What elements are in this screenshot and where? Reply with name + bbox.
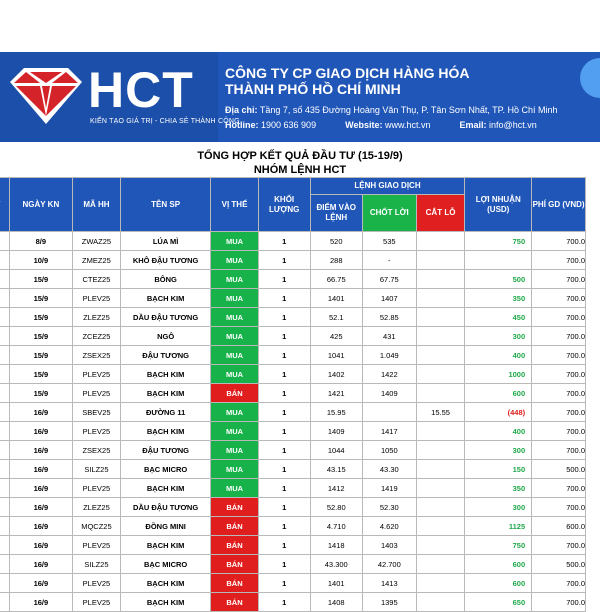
fee-cell: 700.0	[532, 346, 586, 365]
product-cell: BẠCH KIM	[120, 384, 211, 403]
table-row	[0, 460, 586, 479]
position-cell: BÁN	[211, 536, 258, 555]
code-cell: SBEV25	[73, 403, 121, 422]
table-row	[0, 441, 586, 460]
hotline-label: Hotline:	[225, 120, 259, 130]
position-cell: BÁN	[211, 574, 258, 593]
row-index-cell	[0, 441, 9, 460]
row-index-cell	[0, 593, 9, 612]
take-profit-cell: 1050	[362, 441, 416, 460]
entry-cell: 1418	[310, 536, 362, 555]
profit-cell: (448)	[465, 403, 532, 422]
code-cell: ZWAZ25	[73, 232, 121, 251]
stop-loss-cell	[416, 460, 465, 479]
product-cell: DẦU ĐẬU TƯƠNG	[120, 498, 211, 517]
position-cell: BÁN	[211, 498, 258, 517]
code-cell: PLEV25	[73, 422, 121, 441]
product-cell: DẦU ĐẬU TƯƠNG	[120, 308, 211, 327]
fee-cell: 700.0	[532, 403, 586, 422]
table-row	[0, 289, 586, 308]
position-cell: BÁN	[211, 384, 258, 403]
row-index-cell	[0, 270, 9, 289]
code-cell: ZLEZ25	[73, 498, 121, 517]
logo-wordmark: HCT	[88, 62, 194, 118]
table-row	[0, 479, 586, 498]
position-cell: MUA	[211, 251, 258, 270]
take-profit-cell	[362, 403, 416, 422]
position-cell: MUA	[211, 460, 258, 479]
profit-cell: 650	[465, 593, 532, 612]
code-cell: PLEV25	[73, 574, 121, 593]
take-profit-cell: 535	[362, 232, 416, 251]
stop-loss-cell	[416, 479, 465, 498]
entry-cell: 520	[310, 232, 362, 251]
fee-cell: 700.0	[532, 593, 586, 612]
code-cell: PLEV25	[73, 289, 121, 308]
stop-loss-cell	[416, 251, 465, 270]
entry-cell: 1044	[310, 441, 362, 460]
product-cell: ĐỒNG MINI	[120, 517, 211, 536]
row-index-cell	[0, 308, 9, 327]
profit-cell: 750	[465, 232, 532, 251]
profit-cell: 600	[465, 555, 532, 574]
table-row	[0, 270, 586, 289]
profit-cell: 300	[465, 441, 532, 460]
report-title: TỔNG HỢP KẾT QUẢ ĐẦU TƯ (15-19/9)	[197, 150, 403, 162]
row-index-cell	[0, 574, 9, 593]
volume-cell: 1	[258, 308, 310, 327]
entry-cell: 66.75	[310, 270, 362, 289]
entry-cell: 43.15	[310, 460, 362, 479]
product-cell: BẠCH KIM	[120, 422, 211, 441]
row-index-cell	[0, 232, 9, 251]
entry-cell: 52.1	[310, 308, 362, 327]
date-cell: 15/9	[9, 346, 72, 365]
product-cell: BẠC MICRO	[120, 460, 211, 479]
position-cell: MUA	[211, 365, 258, 384]
date-cell: 16/9	[9, 574, 72, 593]
take-profit-cell: 1409	[362, 384, 416, 403]
entry-cell: 43.300	[310, 555, 362, 574]
hotline-value: 1900 636 909	[261, 120, 317, 130]
profit-cell: 350	[465, 289, 532, 308]
address-label: Địa chỉ:	[225, 105, 258, 115]
volume-cell: 1	[258, 422, 310, 441]
take-profit-cell: 52.30	[362, 498, 416, 517]
take-profit-cell: 1.049	[362, 346, 416, 365]
code-cell: PLEV25	[73, 365, 121, 384]
take-profit-cell: 52.85	[362, 308, 416, 327]
table-row	[0, 536, 586, 555]
product-cell: ĐƯỜNG 11	[120, 403, 211, 422]
product-cell: BẠCH KIM	[120, 479, 211, 498]
volume-cell: 1	[258, 498, 310, 517]
header-orders-group: LỆNH GIAO DỊCH	[310, 178, 465, 195]
table-row	[0, 593, 586, 612]
company-name	[225, 65, 470, 97]
position-cell: MUA	[211, 479, 258, 498]
take-profit-cell: 4.620	[362, 517, 416, 536]
address-line	[225, 105, 558, 115]
take-profit-cell: 1413	[362, 574, 416, 593]
date-cell: 16/9	[9, 479, 72, 498]
table-body	[0, 232, 586, 612]
company-banner	[0, 52, 600, 142]
product-cell: BÔNG	[120, 270, 211, 289]
fee-cell: 700.0	[532, 536, 586, 555]
stop-loss-cell	[416, 327, 465, 346]
profit-cell: 150	[465, 460, 532, 479]
volume-cell: 1	[258, 593, 310, 612]
volume-cell: 1	[258, 232, 310, 251]
stop-loss-cell	[416, 517, 465, 536]
header-code: MÃ HH	[73, 178, 121, 232]
header-entry: ĐIỂM VÀO LỆNH	[310, 195, 362, 232]
take-profit-cell: -	[362, 251, 416, 270]
product-cell: ĐẬU TƯƠNG	[120, 441, 211, 460]
fee-cell: 700.0	[532, 574, 586, 593]
row-index-cell	[0, 555, 9, 574]
table-row	[0, 384, 586, 403]
product-cell: KHÔ ĐẬU TƯƠNG	[120, 251, 211, 270]
stop-loss-cell: 15.55	[416, 403, 465, 422]
company-slogan: KIẾN TẠO GIÁ TRỊ - CHIA SẺ THÀNH CÔNG	[90, 118, 240, 125]
website-link[interactable]: www.hct.vn	[384, 120, 431, 130]
volume-cell: 1	[258, 441, 310, 460]
take-profit-cell: 1395	[362, 593, 416, 612]
position-cell: MUA	[211, 346, 258, 365]
stop-loss-cell	[416, 498, 465, 517]
code-cell: PLEV25	[73, 593, 121, 612]
product-cell: BẠCH KIM	[120, 289, 211, 308]
table-row	[0, 232, 586, 251]
table-row	[0, 327, 586, 346]
code-cell: SILZ25	[73, 555, 121, 574]
decorative-shape	[580, 58, 600, 98]
volume-cell: 1	[258, 251, 310, 270]
contact-line	[225, 120, 537, 130]
stop-loss-cell	[416, 441, 465, 460]
date-cell: 16/9	[9, 422, 72, 441]
product-cell: BẠCH KIM	[120, 593, 211, 612]
entry-cell: 52.80	[310, 498, 362, 517]
fee-cell: 700.0	[532, 384, 586, 403]
profit-cell: 300	[465, 498, 532, 517]
position-cell: MUA	[211, 270, 258, 289]
code-cell: PLEV25	[73, 479, 121, 498]
profit-cell: 600	[465, 384, 532, 403]
email-label: Email:	[459, 120, 487, 130]
product-cell: BẠCH KIM	[120, 536, 211, 555]
row-index-cell	[0, 251, 9, 270]
table-row	[0, 365, 586, 384]
profit-cell: 350	[465, 479, 532, 498]
row-index-cell	[0, 479, 9, 498]
profit-cell: 500	[465, 270, 532, 289]
profit-cell: 300	[465, 327, 532, 346]
volume-cell: 1	[258, 289, 310, 308]
date-cell: 8/9	[9, 232, 72, 251]
product-cell: BẠCH KIM	[120, 365, 211, 384]
row-index-cell	[0, 327, 9, 346]
profit-cell	[465, 251, 532, 270]
date-cell: 16/9	[9, 536, 72, 555]
address-value: Tầng 7, số 435 Đường Hoàng Văn Thụ, P. Tân Sơn Nhất, TP. Hồ Chí Minh	[259, 105, 558, 115]
row-index-cell	[0, 346, 9, 365]
code-cell: ZSEX25	[73, 346, 121, 365]
header-profit: LỢI NHUẬN (USD)	[465, 178, 532, 232]
volume-cell: 1	[258, 365, 310, 384]
table-row	[0, 403, 586, 422]
table-row	[0, 346, 586, 365]
profit-cell: 450	[465, 308, 532, 327]
profit-cell: 1000	[465, 365, 532, 384]
row-index-cell	[0, 403, 9, 422]
header-stop-loss: CẮT LỖ	[416, 195, 465, 232]
company-name-line2: THÀNH PHỐ HỒ CHÍ MINH	[225, 81, 401, 97]
date-cell: 15/9	[9, 384, 72, 403]
entry-cell: 1421	[310, 384, 362, 403]
fee-cell: 700.0	[532, 327, 586, 346]
volume-cell: 1	[258, 536, 310, 555]
volume-cell: 1	[258, 346, 310, 365]
header-take-profit: CHỐT LỜI	[362, 195, 416, 232]
diamond-logo-icon	[10, 68, 82, 124]
code-cell: MQCZ25	[73, 517, 121, 536]
stop-loss-cell	[416, 308, 465, 327]
code-cell: PLEV25	[73, 384, 121, 403]
position-cell: BÁN	[211, 555, 258, 574]
entry-cell: 1401	[310, 289, 362, 308]
stop-loss-cell	[416, 384, 465, 403]
stop-loss-cell	[416, 365, 465, 384]
table-row	[0, 308, 586, 327]
table-header-row	[0, 178, 586, 195]
header-position: VỊ THẾ	[211, 178, 258, 232]
position-cell: MUA	[211, 232, 258, 251]
table-row	[0, 517, 586, 536]
header-stt	[0, 178, 9, 232]
entry-cell: 1041	[310, 346, 362, 365]
volume-cell: 1	[258, 327, 310, 346]
position-cell: MUA	[211, 327, 258, 346]
date-cell: 15/9	[9, 289, 72, 308]
take-profit-cell: 1422	[362, 365, 416, 384]
profit-cell: 1125	[465, 517, 532, 536]
row-index-cell	[0, 422, 9, 441]
take-profit-cell: 1407	[362, 289, 416, 308]
code-cell: PLEV25	[73, 536, 121, 555]
date-cell: 16/9	[9, 441, 72, 460]
row-index-cell	[0, 384, 9, 403]
volume-cell: 1	[258, 403, 310, 422]
row-index-cell	[0, 517, 9, 536]
position-cell: BÁN	[211, 593, 258, 612]
fee-cell: 700.0	[532, 422, 586, 441]
product-cell: BẠC MICRO	[120, 555, 211, 574]
product-cell: NGÔ	[120, 327, 211, 346]
volume-cell: 1	[258, 460, 310, 479]
entry-cell: 425	[310, 327, 362, 346]
take-profit-cell: 1403	[362, 536, 416, 555]
date-cell: 16/9	[9, 555, 72, 574]
logo-area	[0, 52, 240, 142]
position-cell: MUA	[211, 403, 258, 422]
entry-cell: 15.95	[310, 403, 362, 422]
product-cell: BẠCH KIM	[120, 574, 211, 593]
position-cell: BÁN	[211, 517, 258, 536]
header-product: TÊN SP	[120, 178, 211, 232]
date-cell: 16/9	[9, 403, 72, 422]
fee-cell: 700.0	[532, 365, 586, 384]
take-profit-cell: 1419	[362, 479, 416, 498]
take-profit-cell: 67.75	[362, 270, 416, 289]
results-table	[0, 177, 586, 612]
volume-cell: 1	[258, 479, 310, 498]
code-cell: CTEZ25	[73, 270, 121, 289]
position-cell: MUA	[211, 308, 258, 327]
date-cell: 16/9	[9, 593, 72, 612]
date-cell: 15/9	[9, 365, 72, 384]
date-cell: 10/9	[9, 251, 72, 270]
date-cell: 16/9	[9, 498, 72, 517]
take-profit-cell: 42.700	[362, 555, 416, 574]
date-cell: 16/9	[9, 460, 72, 479]
profit-cell: 600	[465, 574, 532, 593]
row-index-cell	[0, 460, 9, 479]
stop-loss-cell	[416, 270, 465, 289]
table-row	[0, 422, 586, 441]
report-subtitle: NHÓM LỆNH HCT	[253, 164, 347, 176]
volume-cell: 1	[258, 517, 310, 536]
position-cell: MUA	[211, 441, 258, 460]
fee-cell: 700.0	[532, 270, 586, 289]
code-cell: ZMEZ25	[73, 251, 121, 270]
table-row	[0, 498, 586, 517]
row-index-cell	[0, 498, 9, 517]
stop-loss-cell	[416, 593, 465, 612]
stop-loss-cell	[416, 574, 465, 593]
code-cell: ZCEZ25	[73, 327, 121, 346]
profit-cell: 400	[465, 422, 532, 441]
email-link[interactable]: info@hct.vn	[489, 120, 537, 130]
stop-loss-cell	[416, 422, 465, 441]
stop-loss-cell	[416, 289, 465, 308]
entry-cell: 1409	[310, 422, 362, 441]
volume-cell: 1	[258, 574, 310, 593]
stop-loss-cell	[416, 555, 465, 574]
fee-cell: 700.0	[532, 498, 586, 517]
table-row	[0, 574, 586, 593]
website-label: Website:	[345, 120, 383, 130]
fee-cell: 700.0	[532, 251, 586, 270]
row-index-cell	[0, 536, 9, 555]
header-fee: PHÍ GD (VND)	[532, 178, 586, 232]
take-profit-cell: 43.30	[362, 460, 416, 479]
stop-loss-cell	[416, 232, 465, 251]
product-cell: ĐẬU TƯƠNG	[120, 346, 211, 365]
profit-cell: 750	[465, 536, 532, 555]
entry-cell: 1402	[310, 365, 362, 384]
code-cell: ZSEX25	[73, 441, 121, 460]
row-index-cell	[0, 365, 9, 384]
entry-cell: 1412	[310, 479, 362, 498]
fee-cell: 700.0	[532, 232, 586, 251]
fee-cell: 600.0	[532, 517, 586, 536]
take-profit-cell: 1417	[362, 422, 416, 441]
entry-cell: 1401	[310, 574, 362, 593]
volume-cell: 1	[258, 270, 310, 289]
entry-cell: 1408	[310, 593, 362, 612]
profit-cell: 400	[465, 346, 532, 365]
header-volume: KHỐI LƯỢNG	[258, 178, 310, 232]
date-cell: 16/9	[9, 517, 72, 536]
fee-cell: 700.0	[532, 308, 586, 327]
entry-cell: 288	[310, 251, 362, 270]
fee-cell: 700.0	[532, 479, 586, 498]
header-date: NGÀY KN	[9, 178, 72, 232]
fee-cell: 500.0	[532, 555, 586, 574]
stop-loss-cell	[416, 536, 465, 555]
date-cell: 15/9	[9, 308, 72, 327]
stop-loss-cell	[416, 346, 465, 365]
code-cell: SILZ25	[73, 460, 121, 479]
position-cell: MUA	[211, 422, 258, 441]
entry-cell: 4.710	[310, 517, 362, 536]
row-index-cell	[0, 289, 9, 308]
product-cell: LÚA MÌ	[120, 232, 211, 251]
date-cell: 15/9	[9, 270, 72, 289]
code-cell: ZLEZ25	[73, 308, 121, 327]
company-name-line1: CÔNG TY CP GIAO DỊCH HÀNG HÓA	[225, 65, 470, 81]
take-profit-cell: 431	[362, 327, 416, 346]
date-cell: 15/9	[9, 327, 72, 346]
volume-cell: 1	[258, 384, 310, 403]
position-cell: MUA	[211, 289, 258, 308]
fee-cell: 700.0	[532, 441, 586, 460]
fee-cell: 500.0	[532, 460, 586, 479]
table-row	[0, 251, 586, 270]
table-row	[0, 555, 586, 574]
volume-cell: 1	[258, 555, 310, 574]
fee-cell: 700.0	[532, 289, 586, 308]
